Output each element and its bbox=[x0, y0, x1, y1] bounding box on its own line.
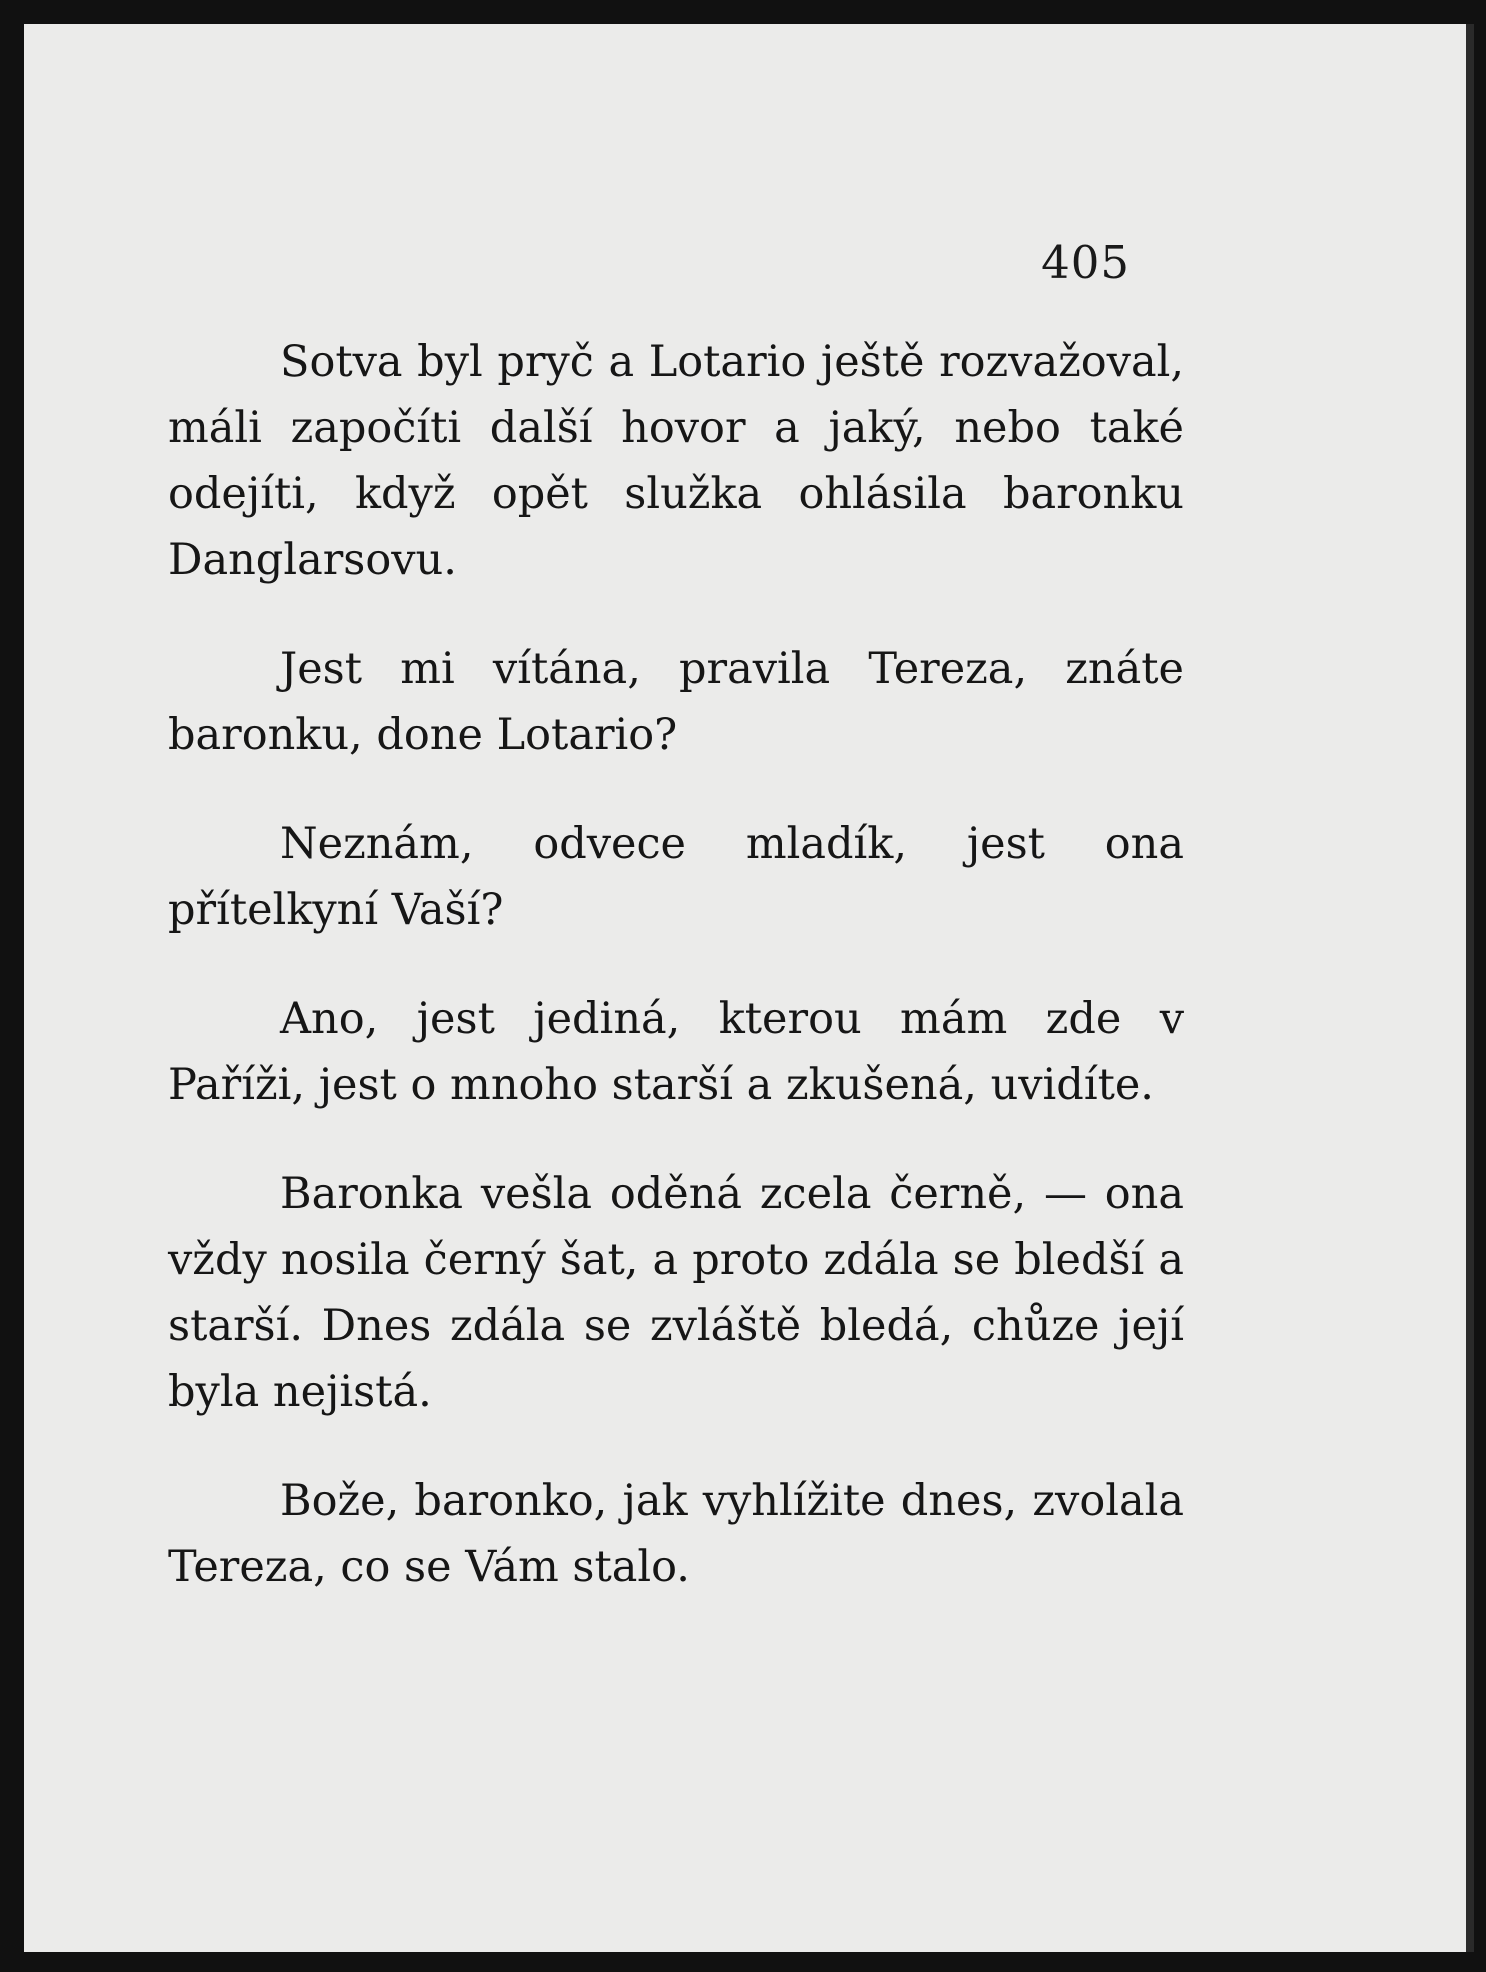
paragraph: Baronka vešla oděná zcela černě, — ona vždy nosila černý šat, a proto zdála se bledší a starší. Dnes zdála se zvláště bledá, chůze její byla nejistá. bbox=[168, 1169, 1184, 1417]
paragraph: Ano, jest jediná, kterou mám zde v Paříži, jest o mnoho starší a zkušená, uvidíte. bbox=[168, 994, 1184, 1110]
paragraph: Jest mi vítána, pravila Tereza, znáte baronku, done Lotario? bbox=[168, 644, 1184, 760]
page-number: 405 bbox=[1041, 236, 1130, 289]
paragraph: Neznám, odvece mladík, jest ona přítelkyní Vaší? bbox=[168, 819, 1184, 935]
paragraph: Bože, baronko, jak vyhlížite dnes, zvolala Tereza, co se Vám stalo. bbox=[168, 1476, 1184, 1592]
body-text bbox=[168, 329, 1184, 1643]
book-page bbox=[24, 24, 1474, 1952]
paragraph: Sotva byl pryč a Lotario ještě rozvažoval, máli započíti další hovor a jaký, nebo také odejíti, když opět služka ohlásila baronku Danglarsovu. bbox=[168, 337, 1184, 585]
